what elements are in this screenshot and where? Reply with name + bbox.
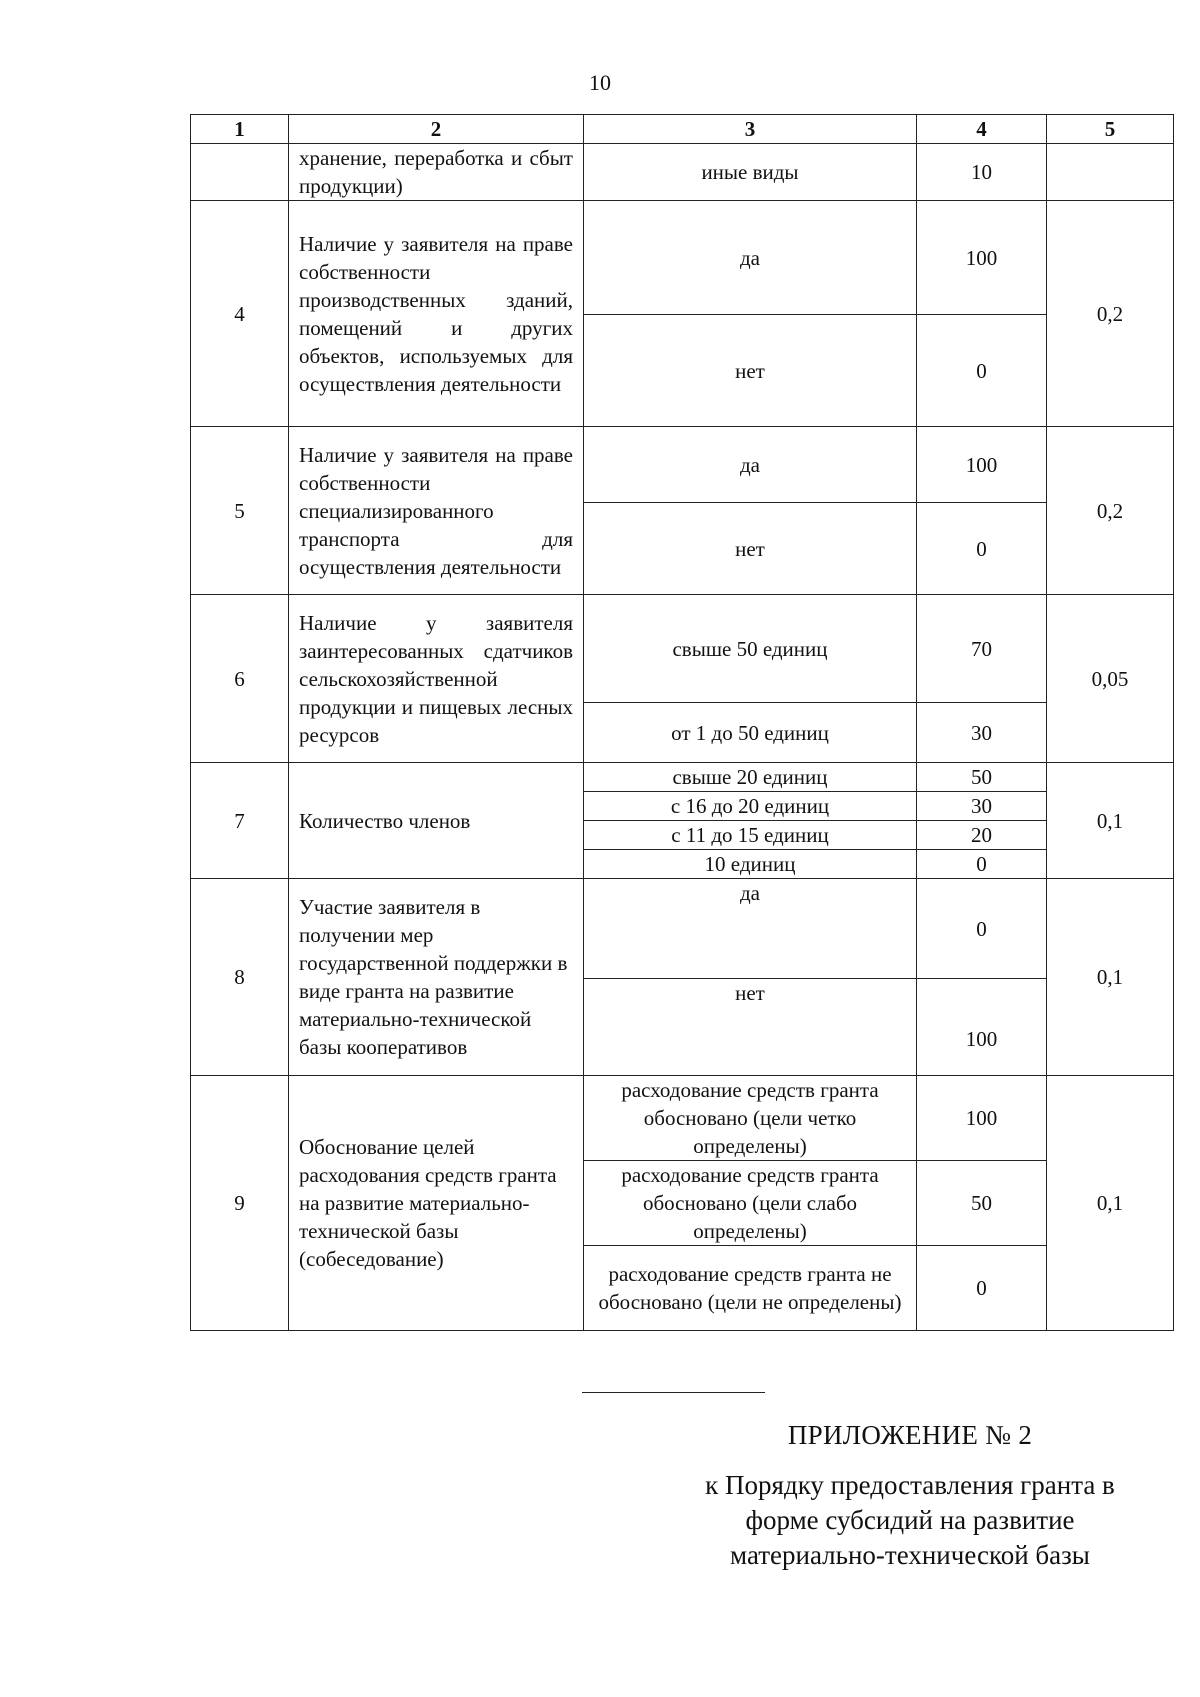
criterion-score: 100 xyxy=(917,427,1047,503)
criterion-option: с 11 до 15 единиц xyxy=(584,821,917,850)
criterion-score: 0 xyxy=(917,503,1047,595)
table-row xyxy=(191,1076,1174,1161)
criterion-weight: 0,2 xyxy=(1047,201,1174,427)
table-row xyxy=(191,201,1174,315)
criterion-score: 0 xyxy=(917,850,1047,879)
criterion-option: расходование средств гранта обосновано (цели слабо определены) xyxy=(584,1161,917,1246)
criterion-option: да xyxy=(584,201,917,315)
criterion-name: Участие заявителя в получении мер государственной поддержки в виде гранта на развитие материально-технической базы кооперативов xyxy=(289,879,584,1076)
criterion-score: 100 xyxy=(917,979,1047,1076)
criterion-name: Количество членов xyxy=(289,763,584,879)
table-row xyxy=(191,763,1174,792)
column-header: 5 xyxy=(1047,115,1174,144)
criterion-weight: 0,1 xyxy=(1047,763,1174,879)
criterion-score: 100 xyxy=(917,1076,1047,1161)
criterion-number: 9 xyxy=(191,1076,289,1331)
criterion-number: 7 xyxy=(191,763,289,879)
criterion-option: да xyxy=(584,427,917,503)
criterion-option: расходование средств гранта не обосновано (цели не определены) xyxy=(584,1246,917,1331)
criterion-option: иные виды xyxy=(584,144,917,201)
criterion-score: 30 xyxy=(917,792,1047,821)
criterion-score: 0 xyxy=(917,1246,1047,1331)
criterion-score: 100 xyxy=(917,201,1047,315)
page-number: 10 xyxy=(589,70,611,95)
criterion-score: 0 xyxy=(917,315,1047,427)
criterion-option: нет xyxy=(584,315,917,427)
table-row xyxy=(191,879,1174,979)
criterion-name: Наличие у заявителя заинтересованных сдатчиков сельскохозяйственной продукции и пищевых лесных ресурсов xyxy=(289,595,584,763)
criterion-option: свыше 50 единиц xyxy=(584,595,917,703)
column-header: 3 xyxy=(584,115,917,144)
criterion-option: 10 единиц xyxy=(584,850,917,879)
criterion-score: 50 xyxy=(917,1161,1047,1246)
criterion-option: нет xyxy=(584,503,917,595)
criterion-option: от 1 до 50 единиц xyxy=(584,703,917,763)
criterion-option: с 16 до 20 единиц xyxy=(584,792,917,821)
criterion-name: Наличие у заявителя на праве собственности специализированного транспорта для осуществления деятельности xyxy=(289,427,584,595)
criterion-number: 6 xyxy=(191,595,289,763)
criterion-name: Обоснование целей расходования средств гранта на развитие материально-технической базы (собеседование) xyxy=(289,1076,584,1331)
criteria-table xyxy=(190,114,1174,1331)
criterion-number: 5 xyxy=(191,427,289,595)
criterion-weight: 0,1 xyxy=(1047,879,1174,1076)
criterion-option: нет xyxy=(584,979,917,1076)
table-row xyxy=(191,144,1174,201)
criterion-name: Наличие у заявителя на праве собственности производственных зданий, помещений и других объектов, используемых для осуществления деятельности xyxy=(289,201,584,427)
criterion-score: 0 xyxy=(917,879,1047,979)
table-row xyxy=(191,427,1174,503)
separator-line xyxy=(582,1392,765,1393)
criterion-weight: 0,2 xyxy=(1047,427,1174,595)
criterion-option: да xyxy=(584,879,917,979)
criterion-option: свыше 20 единиц xyxy=(584,763,917,792)
criterion-score: 50 xyxy=(917,763,1047,792)
criterion-number: 8 xyxy=(191,879,289,1076)
criterion-number xyxy=(191,144,289,201)
criterion-weight xyxy=(1047,144,1174,201)
criterion-score: 70 xyxy=(917,595,1047,703)
appendix-title: ПРИЛОЖЕНИЕ № 2 xyxy=(787,1420,1033,1450)
column-header: 1 xyxy=(191,115,289,144)
criterion-name: хранение, переработка и сбыт продукции) xyxy=(289,144,584,201)
criterion-weight: 0,1 xyxy=(1047,1076,1174,1331)
table-header-row xyxy=(191,115,1174,144)
criterion-weight: 0,05 xyxy=(1047,595,1174,763)
column-header: 4 xyxy=(917,115,1047,144)
criterion-option: расходование средств гранта обосновано (цели четко определены) xyxy=(584,1076,917,1161)
criterion-number: 4 xyxy=(191,201,289,427)
column-header: 2 xyxy=(289,115,584,144)
criterion-score: 20 xyxy=(917,821,1047,850)
criterion-score: 10 xyxy=(917,144,1047,201)
table-row xyxy=(191,595,1174,703)
appendix-reference: к Порядку предоставления гранта в форме субсидий на развитие материально-технической базы xyxy=(705,1470,1115,1570)
criterion-score: 30 xyxy=(917,703,1047,763)
